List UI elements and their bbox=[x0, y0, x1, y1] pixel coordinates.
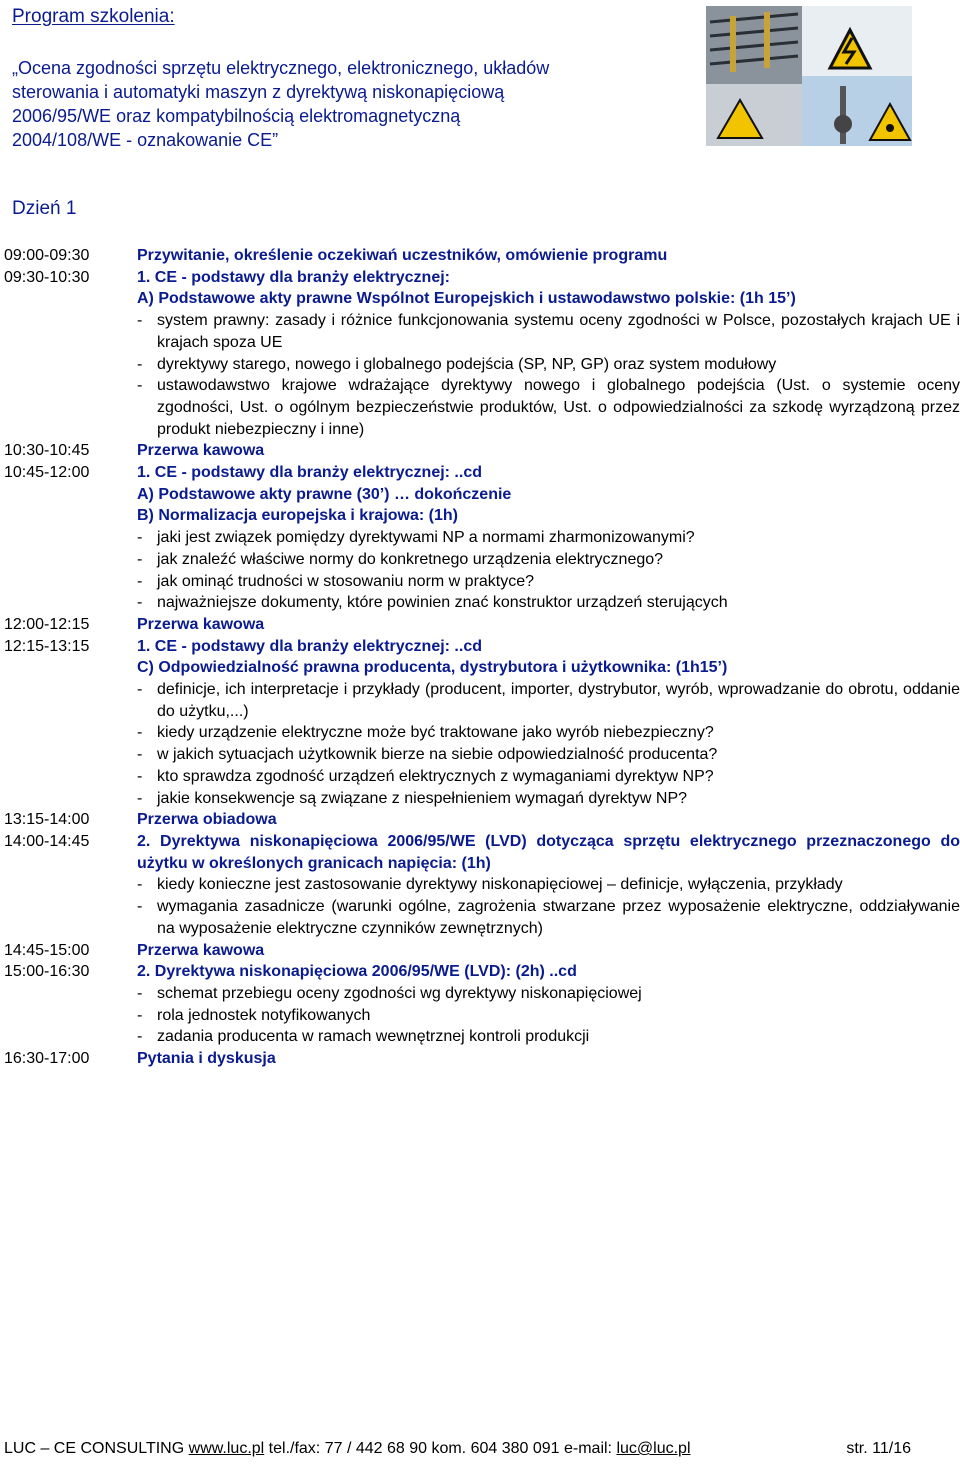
bullet-item: - jaki jest związek pomiędzy dyrektywami NP a normami zharmonizowanymi? bbox=[137, 529, 695, 547]
bullet-item: - kiedy konieczne jest zastosowanie dyrektywy niskonapięciowej – definicje, wyłączenia, przykłady bbox=[137, 876, 843, 894]
footer-email-link[interactable]: luc@luc.pl bbox=[616, 1440, 691, 1457]
session-title: Przerwa kawowa bbox=[137, 442, 265, 460]
session-subtitle: C) Odpowiedzialność prawna producenta, dystrybutora i użytkownika: (1h15’) bbox=[137, 659, 728, 677]
session-subtitle: B) Normalizacja europejska i krajowa: (1h) bbox=[137, 507, 458, 525]
time-slot: 16:30-17:00 bbox=[4, 1050, 90, 1068]
header-photo-collage bbox=[706, 6, 912, 146]
schedule-row bbox=[0, 809, 960, 831]
page-footer bbox=[4, 1440, 956, 1458]
session-title: Przerwa kawowa bbox=[137, 615, 265, 633]
time-slot: 09:30-10:30 bbox=[4, 268, 90, 286]
bullet-item: - system prawny: zasady i różnice funkcjonowania systemu oceny zgodności w Polsce, pozostałych krajach UE i krajach spoza UE bbox=[137, 312, 960, 351]
bullet-item: - w jakich sytuacjach użytkownik bierze na siebie odpowiedzialność producenta? bbox=[137, 746, 718, 764]
course-title-line: „Ocena zgodności sprzętu elektrycznego, elektronicznego, układów bbox=[12, 58, 550, 78]
bullet-item: - ustawodawstwo krajowe wdrażające dyrektywy nowego i globalnego podejścia (Ust. o systemie oceny zgodności, Ust. o ogólnym bezpieczeństwie produktów, Ust. o odpowiedzialności za szkodę wyrządzoną przez produkt niebezpieczny i inne) bbox=[137, 377, 960, 438]
day-label: Dzień 1 bbox=[12, 198, 77, 219]
collage-graphic bbox=[706, 6, 912, 146]
page-number: str. 11/16 bbox=[846, 1440, 911, 1457]
time-slot: 15:00-16:30 bbox=[4, 963, 90, 981]
session-title: 1. CE - podstawy dla branży elektrycznej: ..cd bbox=[137, 637, 482, 655]
session-title: 1. CE - podstawy dla branży elektrycznej: bbox=[137, 268, 450, 286]
schedule-row bbox=[0, 636, 960, 810]
course-title-line: 2004/108/WE - oznakowanie CE” bbox=[12, 130, 279, 150]
time-slot: 10:30-10:45 bbox=[4, 442, 90, 460]
bullet-item: - rola jednostek notyfikowanych bbox=[137, 1006, 371, 1024]
schedule bbox=[0, 245, 960, 1070]
bullet-item: - kto sprawdza zgodność urządzeń elektrycznych z wymaganiami dyrektyw NP? bbox=[137, 767, 714, 785]
bullet-item: - definicje, ich interpretacje i przykłady (producent, importer, dystrybutor, wyrób, wprowadzanie do obrotu, oddanie do użytku,...) bbox=[137, 681, 960, 720]
footer-contact: tel./fax: 77 / 442 68 90 kom. 604 380 091 e-mail: bbox=[268, 1440, 612, 1457]
session-title: 1. CE - podstawy dla branży elektrycznej: ..cd bbox=[137, 464, 482, 482]
page-heading: Program szkolenia: bbox=[12, 6, 175, 27]
bullet-item: - jak znaleźć właściwe normy do konkretnego urządzenia elektrycznego? bbox=[137, 550, 664, 568]
course-title-line: sterowania i automatyki maszyn z dyrektywą niskonapięciową bbox=[12, 82, 505, 102]
bullet-item: - jakie konsekwencje są związane z niespełnieniem wymagań dyrektyw NP? bbox=[137, 789, 688, 807]
time-slot: 14:45-15:00 bbox=[4, 941, 90, 959]
session-title: Pytania i dyskusja bbox=[137, 1050, 276, 1068]
schedule-row bbox=[0, 940, 960, 962]
schedule-row bbox=[0, 267, 960, 441]
bullet-item: - zadania producenta w ramach wewnętrznej kontroli produkcji bbox=[137, 1028, 590, 1046]
time-slot: 12:00-12:15 bbox=[4, 615, 90, 633]
bullet-item: - wymagania zasadnicze (warunki ogólne, zagrożenia stwarzane przez wyposażenie elektryczne, oddziaływanie na wyposażenie elektryczne czynników zewnętrznych) bbox=[137, 898, 960, 937]
schedule-row bbox=[0, 961, 960, 1048]
schedule-row bbox=[0, 831, 960, 940]
footer-website-link[interactable]: www.luc.pl bbox=[188, 1440, 265, 1457]
bullet-item: - kiedy urządzenie elektryczne może być traktowane jako wyrób niebezpieczny? bbox=[137, 724, 714, 742]
bullet-item: - najważniejsze dokumenty, które powinien znać konstruktor urządzeń sterujących bbox=[137, 594, 728, 612]
time-slot: 13:15-14:00 bbox=[4, 811, 90, 829]
schedule-row bbox=[0, 1048, 960, 1070]
time-slot: 10:45-12:00 bbox=[4, 464, 90, 482]
schedule-row bbox=[0, 440, 960, 462]
course-title-line: 2006/95/WE oraz kompatybilnością elektromagnetyczną bbox=[12, 106, 461, 126]
time-slot: 12:15-13:15 bbox=[4, 637, 90, 655]
bullet-item: - schemat przebiegu oceny zgodności wg dyrektywy niskonapięciowej bbox=[137, 984, 642, 1002]
schedule-row bbox=[0, 462, 960, 614]
course-title bbox=[12, 56, 702, 152]
footer-company: LUC – CE CONSULTING bbox=[4, 1440, 185, 1457]
session-title: 2. Dyrektywa niskonapięciowa 2006/95/WE (LVD) dotycząca sprzętu elektrycznego przeznaczonego do użytku w określonych granicach napięcia: (1h) bbox=[137, 832, 960, 872]
session-title: Przerwa kawowa bbox=[137, 941, 265, 959]
schedule-row bbox=[0, 614, 960, 636]
session-title: Przywitanie, określenie oczekiwań uczestników, omówienie programu bbox=[137, 247, 668, 264]
session-subtitle: A) Podstawowe akty prawne (30’) … dokończenie bbox=[137, 485, 512, 503]
time-slot: 14:00-14:45 bbox=[4, 832, 90, 850]
session-title: Przerwa obiadowa bbox=[137, 811, 277, 829]
bullet-item: - dyrektywy starego, nowego i globalnego podejścia (SP, NP, GP) oraz system modułowy bbox=[137, 355, 777, 373]
session-subtitle: A) Podstawowe akty prawne Wspólnot Europejskich i ustawodawstwo polskie: (1h 15’) bbox=[137, 290, 796, 308]
schedule-row bbox=[0, 245, 960, 267]
radiation-source-icon bbox=[886, 124, 894, 132]
session-title: 2. Dyrektywa niskonapięciowa 2006/95/WE (LVD): (2h) ..cd bbox=[137, 963, 577, 981]
bullet-item: - jak ominąć trudności w stosowaniu norm w praktyce? bbox=[137, 572, 535, 590]
time-slot: 09:00-09:30 bbox=[4, 247, 90, 264]
antenna-dish-icon bbox=[834, 115, 852, 133]
